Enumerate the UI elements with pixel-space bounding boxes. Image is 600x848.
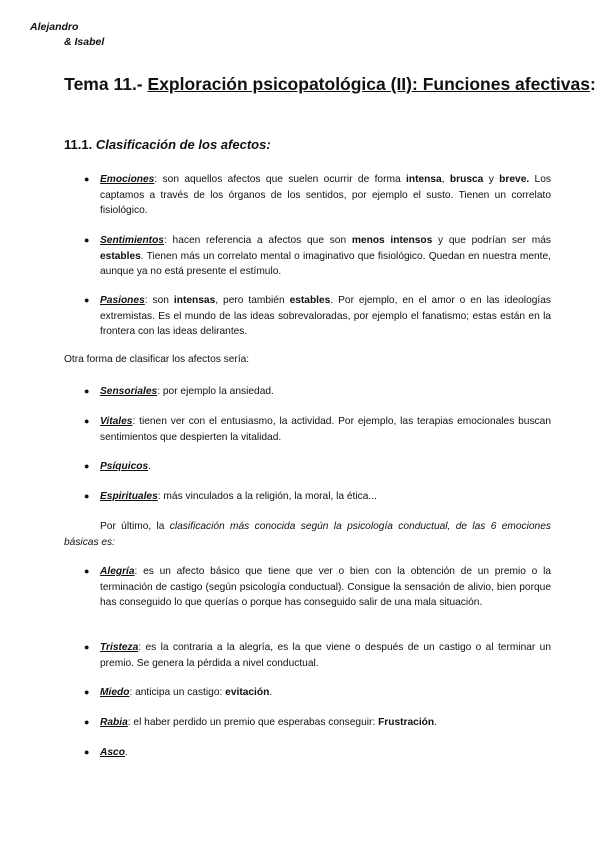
bullet-icon: ● <box>84 461 90 471</box>
list-item-miedo <box>100 685 551 701</box>
term: Tristeza <box>100 642 139 653</box>
bold-text: evitación <box>225 687 270 698</box>
bullet-icon: ● <box>84 386 90 396</box>
item-text: : el haber perdido un premio que esperabas conseguir: <box>127 717 379 728</box>
item-text: , <box>441 174 450 185</box>
term: Asco <box>100 747 125 758</box>
page-title <box>60 73 600 96</box>
term: Sensoriales <box>100 386 158 397</box>
item-text: . Tienen más un correlato mental o imaginativo que fisiológico. Quedan en nuestra mente, aunque ya no está presente el estímulo. <box>100 250 551 277</box>
item-text: : anticipa un castigo: <box>129 687 226 698</box>
bullet-icon: ● <box>84 566 90 576</box>
list-item-psiquicos <box>100 459 551 475</box>
item-text: : son <box>144 295 174 306</box>
item-text: : es la contraria a la alegría, es la que viene o después de un castigo o al terminar un premio. Se genera la pérdida a nivel conductual. <box>100 642 551 669</box>
item-text: : son aquellos afectos que suelen ocurrir de forma <box>154 174 407 185</box>
item-text: . <box>434 717 437 728</box>
list-item-sensoriales <box>100 384 551 400</box>
bullet-icon: ● <box>84 747 90 757</box>
author-2: & Isabel <box>64 36 105 48</box>
term: Pasiones <box>100 295 145 306</box>
section-title: Clasificación de los afectos: <box>95 137 271 152</box>
section-number: 11.1. <box>64 137 96 152</box>
title-prefix: Tema 11.- <box>64 74 148 94</box>
bold-text: Frustración <box>378 717 435 728</box>
item-text: : tienen ver con el entusiasmo, la actividad. Por ejemplo, las terapias emocionales buscan sentimientos que despierten la vitalidad. <box>100 416 551 443</box>
term: Sentimientos <box>100 235 164 246</box>
term: Emociones <box>100 174 155 185</box>
list-item-alegria <box>100 564 551 611</box>
bullet-icon: ● <box>84 491 90 501</box>
item-text: . Por ejemplo, en el amor o en las ideologías extremistas. Es el mundo de las ideas sobrevaloradas, por ejemplo el fanatismo; estas están en la frontera con las ideas delirantes. <box>100 295 551 337</box>
item-text: . <box>269 687 273 698</box>
list-item-espirituales <box>100 489 551 505</box>
bullet-icon: ● <box>84 717 90 727</box>
item-text: y <box>483 174 500 185</box>
list-item-rabia <box>100 715 551 731</box>
item-text: y que podrían ser más <box>432 235 551 246</box>
authors <box>30 20 104 50</box>
item-text: : más vinculados a la religión, la moral, la ética... <box>157 491 377 502</box>
intro3-start: Por último, la <box>100 521 170 532</box>
list-item-tristeza <box>100 640 551 671</box>
term: Miedo <box>100 687 130 698</box>
bullet-icon: ● <box>84 687 90 697</box>
bullet-icon: ● <box>84 174 90 184</box>
list-item-sentimientos <box>100 233 551 280</box>
term: Rabia <box>100 717 128 728</box>
list-item-asco <box>100 745 551 761</box>
item-text: , pero también <box>215 295 290 306</box>
intro3-italic: clasificación más conocida según la psicología conductual, de las 6 emociones básicas es: <box>64 521 551 548</box>
term: Espirituales <box>100 491 158 502</box>
bold-text: menos intensos <box>351 235 433 246</box>
list-item-pasiones <box>100 293 551 340</box>
bullet-icon: ● <box>84 295 90 305</box>
bold-text: intensas <box>173 295 216 306</box>
item-text: : es un afecto básico que tiene que ver o bien con la obtención de un premio o la terminación de castigo (según psicología conductual). Consigue la sensación de alivio, bien porque has conseguido lo que querías o porque has conseguido salir de una mala situación. <box>100 566 551 608</box>
bold-text: estables <box>289 295 331 306</box>
bullet-icon: ● <box>84 642 90 652</box>
term: Alegría <box>100 566 135 577</box>
intro-paragraph-3 <box>64 519 551 550</box>
item-text: Los captamos a través de los órganos de los sentidos, por ejemplo el susto. Tienen un correlato fisiológico. <box>100 174 551 216</box>
term: Vitales <box>100 416 133 427</box>
section-heading <box>64 137 271 153</box>
author-1: Alejandro <box>30 21 79 33</box>
item-text: : por ejemplo la ansiedad. <box>157 386 274 397</box>
bold-text: brusca <box>449 174 484 185</box>
bold-text: breve. <box>499 174 530 185</box>
bullet-icon: ● <box>84 235 90 245</box>
list-item-emociones <box>100 172 551 219</box>
term: Psíquicos <box>100 461 149 472</box>
bullet-icon: ● <box>84 416 90 426</box>
title-main: Exploración psicopatológica (II): Funciones afectivas <box>147 74 590 94</box>
bold-text: intensa <box>406 174 442 185</box>
list-item-vitales <box>100 414 551 445</box>
bold-text: estables <box>100 250 141 262</box>
item-text: . <box>148 461 151 472</box>
item-text: . <box>124 747 128 758</box>
title-suffix: : <box>589 74 596 94</box>
item-text: : hacen referencia a afectos que son <box>163 235 352 246</box>
intro-paragraph-2: Otra forma de clasificar los afectos sería: <box>64 354 250 365</box>
